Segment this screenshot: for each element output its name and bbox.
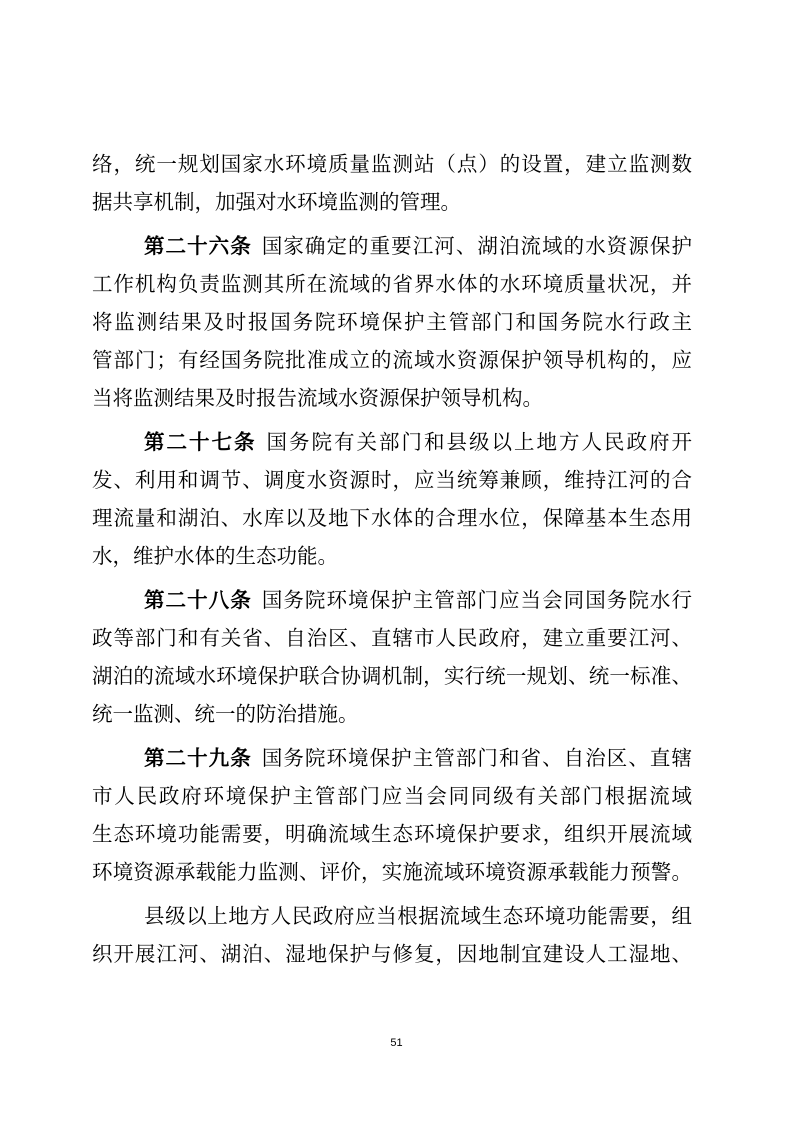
text-line: 理流量和湖泊、水库以及地下水体的合理水位，保障基本生态用 xyxy=(92,506,692,530)
text-line: 水，维护水体的生态功能。 xyxy=(92,544,338,568)
text-line: 织开展江河、湖泊、湿地保护与修复，因地制宜建设人工湿地、 xyxy=(92,942,692,966)
text-line: 县级以上地方人民政府应当根据流域生态环境功能需要，组 xyxy=(144,904,692,928)
text-line: 市人民政府环境保护主管部门应当会同同级有关部门根据流域 xyxy=(92,784,692,808)
article-heading: 第二十九条 xyxy=(144,746,252,770)
article-29 xyxy=(92,739,692,891)
paragraph-county-level xyxy=(92,897,692,973)
text-line: 统一监测、统一的防治措施。 xyxy=(92,702,359,726)
text-line: 生态环境功能需要，明确流域生态环境保护要求，组织开展流域 xyxy=(92,822,692,846)
text-fragment: 国家确定的重要江河、湖泊流域的水资源保护 xyxy=(261,234,692,258)
text-line xyxy=(92,423,692,461)
article-heading: 第二十八条 xyxy=(144,588,252,612)
text-line xyxy=(92,227,692,265)
article-27 xyxy=(92,423,692,575)
text-line: 环境资源承载能力监测、评价，实施流域环境资源承载能力预警。 xyxy=(92,860,692,884)
page-body xyxy=(92,145,692,973)
paragraph-continuation xyxy=(92,145,692,221)
text-line xyxy=(92,739,692,777)
text-line: 络，统一规划国家水环境质量监测站（点）的设置，建立监测数 xyxy=(92,152,692,176)
text-line: 将监测结果及时报国务院环境保护主管部门和国务院水行政主 xyxy=(92,310,692,334)
text-line: 管部门；有经国务院批准成立的流域水资源保护领导机构的，应 xyxy=(92,348,692,372)
page-number: 51 xyxy=(390,1037,403,1049)
article-heading: 第二十六条 xyxy=(144,234,252,258)
article-26 xyxy=(92,227,692,417)
text-fragment: 国务院环境保护主管部门应当会同国务院水行 xyxy=(261,588,692,612)
text-line: 工作机构负责监测其所在流域的省界水体的水环境质量状况，并 xyxy=(92,272,692,296)
text-fragment: 国务院环境保护主管部门和省、自治区、直辖 xyxy=(261,746,692,770)
text-line xyxy=(92,581,692,619)
text-line: 湖泊的流域水环境保护联合协调机制，实行统一规划、统一标准、 xyxy=(92,664,692,688)
text-line: 当将监测结果及时报告流域水资源保护领导机构。 xyxy=(92,386,543,410)
text-fragment: 国务院有关部门和县级以上地方人民政府开 xyxy=(266,430,692,454)
text-line: 政等部门和有关省、自治区、直辖市人民政府，建立重要江河、 xyxy=(92,626,692,650)
article-heading: 第二十七条 xyxy=(144,430,257,454)
text-line: 发、利用和调节、调度水资源时，应当统筹兼顾，维持江河的合 xyxy=(92,468,692,492)
article-28 xyxy=(92,581,692,733)
text-line: 据共享机制，加强对水环境监测的管理。 xyxy=(92,190,461,214)
